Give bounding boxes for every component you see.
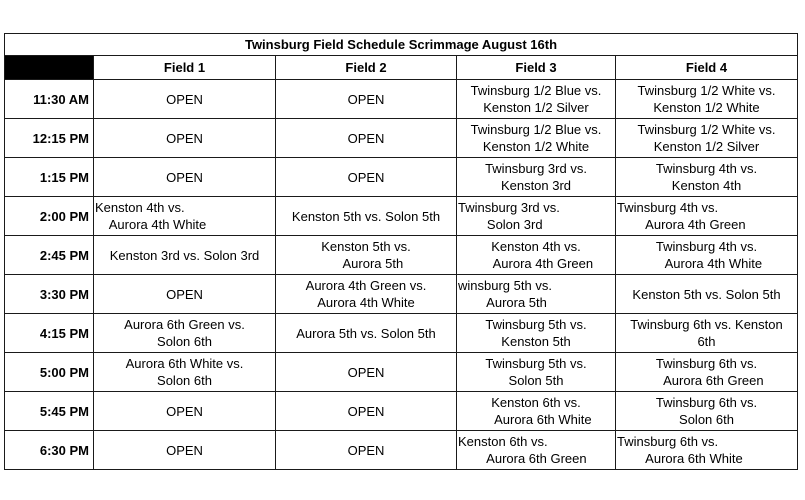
game-cell-field-1 [94,158,276,197]
game-cell-field-1 [94,314,276,353]
matchup-text: Twinsburg 6th vs. Solon 6th [655,395,758,427]
game-cell-field-3 [457,353,616,392]
matchup-text: Kenston 4th vs. Aurora 4th Green [491,239,594,271]
time-slot: 6:30 PM [5,431,94,470]
matchup-text: Kenston 6th vs. Aurora 6th White [491,395,592,427]
game-cell-field-1 [94,236,276,275]
header-row [5,56,798,80]
matchup-text: OPEN [347,364,385,380]
matchup-text: Twinsburg 1/2 White vs. Kenston 1/2 White [637,83,776,115]
game-cell-field-1 [94,392,276,431]
schedule-row [5,314,798,353]
matchup-text: winsburg 5th vs. Aurora 5th [458,278,552,310]
matchup-text: Kenston 4th vs. Aurora 4th White [95,200,207,232]
matchup-text: Twinsburg 6th vs. Kenston 6th [630,317,783,349]
game-cell-field-2 [276,392,457,431]
time-slot: 2:00 PM [5,197,94,236]
matchup-text: Aurora 6th White vs. Solon 6th [125,356,244,388]
game-cell-field-3 [457,275,616,314]
matchup-text: Twinsburg 3rd vs. Kenston 3rd [485,161,587,193]
schedule-row [5,275,798,314]
game-cell-field-2 [276,197,457,236]
matchup-text: Aurora 6th Green vs. Solon 6th [124,317,245,349]
matchup-text: Twinsburg 4th vs. Kenston 4th [655,161,758,193]
schedule-row [5,392,798,431]
game-cell-field-3 [457,392,616,431]
game-cell-field-2 [276,80,457,119]
schedule-table [4,33,798,470]
game-cell-field-3 [457,119,616,158]
matchup-text: OPEN [166,286,203,302]
time-slot: 4:15 PM [5,314,94,353]
game-cell-field-2 [276,158,457,197]
time-slot: 2:45 PM [5,236,94,275]
schedule-row [5,119,798,158]
matchup-text: Aurora 4th Green vs. Aurora 4th White [305,278,427,310]
game-cell-field-4 [616,275,798,314]
matchup-text: OPEN [166,169,203,185]
schedule-row [5,197,798,236]
game-cell-field-2 [276,353,457,392]
schedule-row [5,353,798,392]
game-cell-field-2 [276,314,457,353]
schedule-row [5,80,798,119]
matchup-text: Twinsburg 6th vs. Aurora 6th Green [655,356,764,388]
matchup-text: OPEN [166,91,203,107]
matchup-text: OPEN [166,130,203,146]
game-cell-field-3 [457,314,616,353]
matchup-text: Kenston 5th vs. Solon 5th [291,208,441,224]
field-4-header: Field 4 [616,56,798,80]
game-cell-field-2 [276,275,457,314]
schedule-title: Twinsburg Field Schedule Scrimmage August 16th [5,34,798,56]
game-cell-field-4 [616,236,798,275]
matchup-text: OPEN [347,403,385,419]
game-cell-field-4 [616,197,798,236]
matchup-text: Twinsburg 3rd vs. Solon 3rd [458,200,560,232]
game-cell-field-3 [457,197,616,236]
game-cell-field-4 [616,158,798,197]
game-cell-field-1 [94,119,276,158]
field-2-header: Field 2 [276,56,457,80]
time-slot: 1:15 PM [5,158,94,197]
field-3-header: Field 3 [457,56,616,80]
schedule-row [5,431,798,470]
matchup-text: OPEN [166,403,203,419]
game-cell-field-1 [94,197,276,236]
matchup-text: OPEN [347,91,385,107]
game-cell-field-1 [94,353,276,392]
matchup-text: Kenston 5th vs. Aurora 5th [321,239,411,271]
matchup-text: Twinsburg 5th vs. Kenston 5th [485,317,587,349]
matchup-text: Twinsburg 1/2 Blue vs. Kenston 1/2 White [470,122,602,154]
game-cell-field-2 [276,236,457,275]
matchup-text: Aurora 5th vs. Solon 5th [296,325,436,341]
matchup-text: Twinsburg 1/2 Blue vs. Kenston 1/2 Silver [470,83,602,115]
game-cell-field-4 [616,119,798,158]
time-slot: 5:00 PM [5,353,94,392]
matchup-text: OPEN [166,442,203,458]
matchup-text: OPEN [347,442,385,458]
game-cell-field-2 [276,431,457,470]
game-cell-field-2 [276,119,457,158]
matchup-text: Twinsburg 1/2 White vs. Kenston 1/2 Silver [637,122,776,154]
game-cell-field-4 [616,392,798,431]
matchup-text: OPEN [347,169,385,185]
schedule-sheet [4,33,798,470]
game-cell-field-1 [94,80,276,119]
game-cell-field-4 [616,431,798,470]
matchup-text: Twinsburg 5th vs. Solon 5th [485,356,587,388]
matchup-text: Kenston 5th vs. Solon 5th [632,286,781,302]
game-cell-field-4 [616,80,798,119]
time-slot: 3:30 PM [5,275,94,314]
time-slot: 5:45 PM [5,392,94,431]
game-cell-field-3 [457,80,616,119]
game-cell-field-3 [457,431,616,470]
game-cell-field-3 [457,158,616,197]
corner-cell [5,56,94,80]
game-cell-field-1 [94,431,276,470]
time-slot: 12:15 PM [5,119,94,158]
game-cell-field-4 [616,314,798,353]
game-cell-field-4 [616,353,798,392]
matchup-text: Twinsburg 4th vs. Aurora 4th White [655,239,763,271]
matchup-text: Twinsburg 6th vs. Aurora 6th White [617,434,743,466]
schedule-row [5,158,798,197]
matchup-text: Kenston 6th vs. Aurora 6th Green [458,434,587,466]
schedule-row [5,236,798,275]
time-slot: 11:30 AM [5,80,94,119]
matchup-text: Kenston 3rd vs. Solon 3rd [109,247,260,263]
matchup-text: Twinsburg 4th vs. Aurora 4th Green [617,200,746,232]
game-cell-field-3 [457,236,616,275]
game-cell-field-1 [94,275,276,314]
field-1-header: Field 1 [94,56,276,80]
matchup-text: OPEN [347,130,385,146]
